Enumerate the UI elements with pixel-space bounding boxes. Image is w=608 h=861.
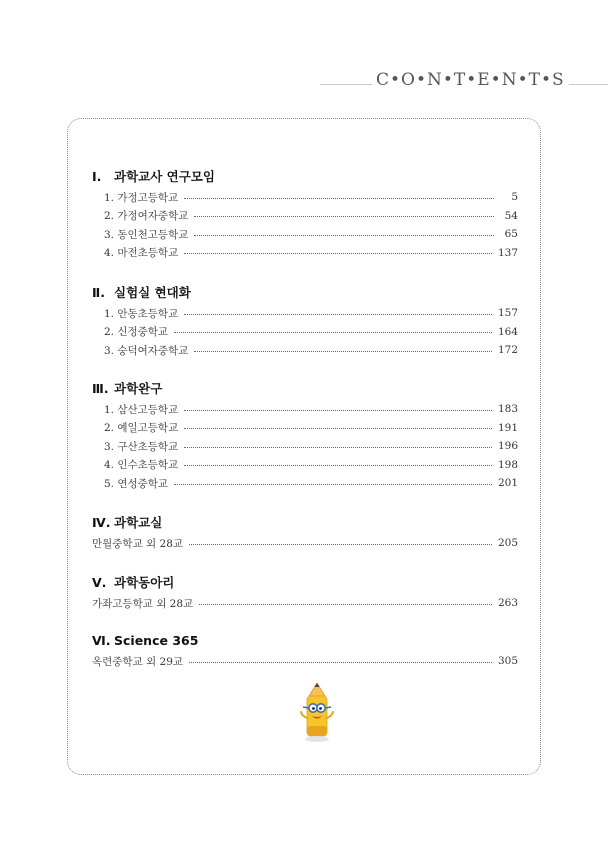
toc-section [92,632,518,672]
dot-leader [199,604,492,605]
toc-entry[interactable] [92,437,518,456]
entry-page: 137 [497,246,518,259]
toc-entry[interactable] [92,652,518,671]
entry-page: 305 [497,655,518,668]
toc-entry[interactable] [92,419,518,438]
toc-section [92,380,518,514]
dot-leader [174,484,492,485]
entry-label: 2. 신정중학교 [104,326,169,339]
entry-page: 54 [504,209,518,222]
page-header [0,0,608,110]
toc-entry[interactable] [92,244,518,263]
entry-page: 198 [497,458,518,471]
section-number: Ⅲ. [92,381,109,396]
toc-section [92,168,518,284]
toc-entry[interactable] [92,341,518,360]
section-number: Ⅳ. [92,515,111,530]
dot-leader [189,544,492,545]
dot-leader [194,235,494,236]
entry-page: 263 [497,597,518,610]
toc-entry[interactable] [92,400,518,419]
entry-page: 164 [497,325,518,338]
toc-section [92,514,518,574]
toc-entry[interactable] [92,534,518,553]
section-title [92,380,518,398]
entry-page: 201 [497,477,518,490]
entry-page: 183 [497,403,518,416]
section-number: Ⅱ. [92,285,105,300]
entry-page: 5 [511,191,518,204]
section-title-text: 과학교사 연구모임 [114,169,215,184]
dot-leader [184,314,492,315]
toc-entry[interactable] [92,207,518,226]
dot-leader [189,662,492,663]
entry-label: 2. 가정여자중학교 [104,210,189,223]
toc-entry[interactable] [92,474,518,493]
contents-title: C•O•N•T•E•N•T•S [372,70,569,90]
section-title-text: Science 365 [114,633,199,648]
entry-label: 1. 가정고등학교 [104,191,179,204]
entry-page: 205 [497,537,518,550]
entry-label: 가좌고등학교 외 28교 [92,597,194,610]
dot-leader [194,216,494,217]
toc-entry[interactable] [92,323,518,342]
section-title [92,168,518,186]
toc-entry[interactable] [92,225,518,244]
entry-label: 4. 인수초등학교 [104,459,179,472]
toc-entry[interactable] [92,188,518,207]
dot-leader [174,332,492,333]
entry-label: 5. 연성중학교 [104,477,169,490]
dot-leader [194,351,492,352]
entry-label: 4. 마전초등학교 [104,247,179,260]
entry-label: 3. 동인천고등학교 [104,228,189,241]
toc-section [92,284,518,380]
entry-label: 1. 삼산고등학교 [104,403,179,416]
section-title [92,574,518,592]
dot-leader [184,253,492,254]
entry-page: 157 [497,307,518,320]
section-number: Ⅰ. [92,169,102,184]
toc-entry[interactable] [92,304,518,323]
toc-entry[interactable] [92,594,518,613]
entry-label: 3. 숭덕여자중학교 [104,344,189,357]
section-title-text: 과학완구 [114,381,163,396]
section-number: Ⅴ. [92,575,107,590]
pencil-mascot-icon [298,682,336,744]
dot-leader [184,465,492,466]
dot-leader [184,410,492,411]
entry-label: 3. 구산초등학교 [104,440,179,453]
toc-section [92,574,518,632]
entry-label: 만월중학교 외 28교 [92,537,184,550]
section-title [92,514,518,532]
section-title [92,632,518,650]
section-title-text: 과학교실 [114,515,163,530]
dot-leader [184,428,492,429]
entry-page: 65 [504,228,518,241]
table-of-contents [92,168,518,672]
entry-label: 1. 안동초등학교 [104,307,179,320]
toc-entry[interactable] [92,456,518,475]
dot-leader [184,447,492,448]
entry-page: 191 [497,421,518,434]
entry-label: 2. 예일고등학교 [104,422,179,435]
section-number: Ⅵ. [92,633,111,648]
section-title-text: 과학동아리 [114,575,175,590]
entry-page: 172 [497,344,518,357]
section-title [92,284,518,302]
entry-page: 196 [497,440,518,453]
dot-leader [184,198,494,199]
section-title-text: 실험실 현대화 [114,285,191,300]
entry-label: 옥련중학교 외 29교 [92,655,184,668]
